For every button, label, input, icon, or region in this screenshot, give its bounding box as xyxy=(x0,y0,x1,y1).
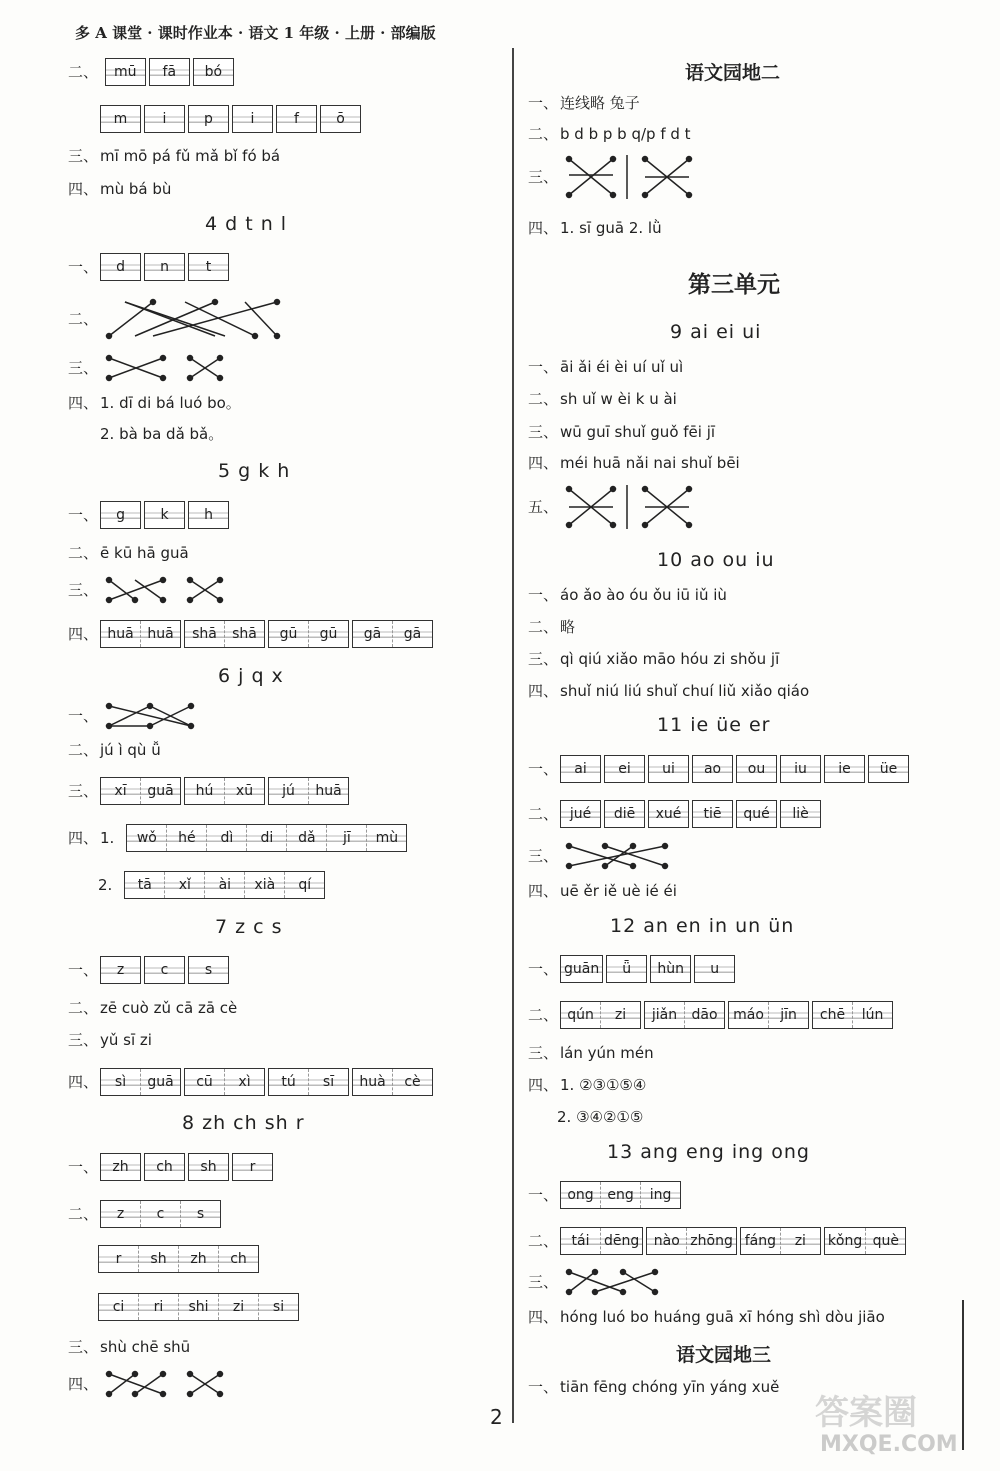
r-s13-q1: 一、 ong eng ing xyxy=(528,1181,684,1209)
pinyin-cell: dì xyxy=(207,825,247,851)
pinyin-cell: i xyxy=(145,106,184,132)
r-s9-q5: 五、 xyxy=(528,485,695,529)
r-yd2-q4: 四、 1. sī guā 2. lǜ xyxy=(528,219,662,237)
pinyin-box xyxy=(736,755,777,783)
pinyin-cell: xué xyxy=(649,801,688,827)
l-s4-q2: 二、 xyxy=(68,298,285,340)
matching-lines xyxy=(565,485,695,529)
pinyin-cell: gā xyxy=(393,621,432,647)
pinyin-box xyxy=(105,58,146,86)
matching-lines xyxy=(565,842,675,870)
pinyin-cell: zi xyxy=(601,1002,640,1028)
pinyin-cell: huā xyxy=(141,621,180,647)
pinyin-cell: ie xyxy=(825,756,864,782)
section-title-9: 9 ai ei ui xyxy=(670,321,762,343)
pinyin-cell: zhōng xyxy=(687,1228,736,1254)
pinyin-cell: gā xyxy=(353,621,393,647)
pinyin-cell: zh xyxy=(179,1246,219,1272)
pinyin-cell: ui xyxy=(649,756,688,782)
pinyin-box xyxy=(144,956,185,984)
pinyin-cell: n xyxy=(145,254,184,280)
pinyin-box xyxy=(100,105,141,133)
pinyin-box xyxy=(868,755,909,783)
section-title-13: 13 ang eng ing ong xyxy=(607,1141,810,1163)
matching-lines xyxy=(565,155,695,199)
pinyin-cell: tái xyxy=(561,1228,601,1254)
pinyin-cell: ci xyxy=(99,1294,139,1320)
l-s5-q4: 四、 huā huā shā shā gū gū gā gā xyxy=(68,620,436,648)
page-number: 2 xyxy=(490,1405,503,1429)
matching-lines xyxy=(105,354,225,382)
pinyin-cell: cè xyxy=(393,1069,432,1095)
pinyin-cell: mù xyxy=(367,825,406,851)
pinyin-cell: lún xyxy=(853,1002,892,1028)
pinyin-cell: dēng xyxy=(601,1228,642,1254)
pinyin-box xyxy=(560,800,601,828)
pinyin-cell: tiē xyxy=(693,801,732,827)
pinyin-cell: nào xyxy=(647,1228,687,1254)
pinyin-box xyxy=(648,755,689,783)
pinyin-box xyxy=(646,1227,737,1255)
pinyin-box xyxy=(560,755,601,783)
pinyin-cell: dǎ xyxy=(287,825,327,851)
r-s11-q4: 四、 uē ěr iě uè ié éi xyxy=(528,882,677,900)
pinyin-box xyxy=(268,1068,349,1096)
pinyin-box xyxy=(100,777,181,805)
answer-text: mù bá bù xyxy=(100,180,172,198)
pinyin-cell: sh xyxy=(189,1154,228,1180)
pinyin-box xyxy=(736,800,777,828)
watermark-url: MXQE.COM xyxy=(820,1432,958,1457)
pinyin-box xyxy=(188,501,229,529)
pinyin-cell: sī xyxy=(309,1069,348,1095)
pinyin-box xyxy=(98,1293,299,1321)
pinyin-box xyxy=(728,1001,809,1029)
pinyin-box xyxy=(604,800,645,828)
pinyin-cell: tú xyxy=(269,1069,309,1095)
pinyin-cell: chē xyxy=(813,1002,853,1028)
r-s9-q1: 一、 āi ǎi éi èi uí uǐ uì xyxy=(528,358,684,376)
pinyin-cell: zh xyxy=(101,1154,140,1180)
pinyin-cell: wǒ xyxy=(127,825,167,851)
pinyin-box xyxy=(644,1001,725,1029)
unit-title: 第三单元 xyxy=(688,271,780,298)
r-s10-q4: 四、 shuǐ niú liú shuǐ chuí liǔ xiǎo qiáo xyxy=(528,682,810,700)
r-s10-q2: 二、 略 xyxy=(528,618,576,636)
pinyin-cell: s xyxy=(181,1201,220,1227)
pinyin-box xyxy=(232,105,273,133)
pinyin-cell: qí xyxy=(285,872,324,898)
pinyin-cell: ei xyxy=(605,756,644,782)
pinyin-cell: cū xyxy=(185,1069,225,1095)
pinyin-box xyxy=(188,956,229,984)
pinyin-box xyxy=(268,777,349,805)
pinyin-box xyxy=(100,1153,141,1181)
pinyin-box xyxy=(100,1200,221,1228)
pinyin-box xyxy=(100,620,181,648)
matching-lines xyxy=(105,1370,225,1398)
section-title-8: 8 zh ch sh r xyxy=(182,1112,305,1134)
r-yd2-q3: 三、 xyxy=(528,155,695,199)
section-title-7: 7 z c s xyxy=(215,916,283,938)
pinyin-cell: k xyxy=(145,502,184,528)
pinyin-cell: huà xyxy=(353,1069,393,1095)
pinyin-cell: huā xyxy=(309,778,348,804)
pinyin-cell: c xyxy=(145,957,184,983)
pinyin-cell: ch xyxy=(219,1246,258,1272)
pinyin-cell: gū xyxy=(309,621,348,647)
pinyin-cell: jīn xyxy=(769,1002,808,1028)
section-title-11: 11 ie üe er xyxy=(657,714,771,736)
pinyin-cell: guā xyxy=(141,778,180,804)
pinyin-cell: g xyxy=(101,502,140,528)
section-title-5: 5 g k h xyxy=(218,460,291,482)
pinyin-box xyxy=(100,956,141,984)
pinyin-box xyxy=(276,105,317,133)
pinyin-box xyxy=(604,755,645,783)
r-s13-q3: 三、 xyxy=(528,1268,660,1296)
l-s3-q2 xyxy=(68,58,237,86)
l-s4-q1: 一、 d n t xyxy=(68,253,232,281)
pinyin-cell: z xyxy=(101,1201,141,1227)
pinyin-cell: tā xyxy=(125,872,165,898)
page-header: 多 A 课堂 · 课时作业本 · 语文 1 年级 · 上册 · 部编版 xyxy=(75,24,436,42)
pinyin-cell: jī xyxy=(327,825,367,851)
pinyin-cell: kǒng xyxy=(825,1228,866,1254)
pinyin-box xyxy=(606,955,647,983)
l-s8-q4: 四、 xyxy=(68,1370,225,1398)
pinyin-cell: jiǎn xyxy=(645,1002,685,1028)
pinyin-cell: c xyxy=(141,1201,181,1227)
pinyin-box xyxy=(144,253,185,281)
pinyin-box xyxy=(184,1068,265,1096)
r-s13-q4: 四、 hóng luó bo huáng guā xī hóng shì dòu jiāo xyxy=(528,1308,885,1326)
pinyin-cell: xià xyxy=(245,872,285,898)
pinyin-cell: hùn xyxy=(651,956,690,982)
r-s9-q4: 四、 méi huā nǎi nai shuǐ bēi xyxy=(528,454,740,472)
r-s10-q3: 三、 qì qiú xiǎo māo hóu zi shǒu jī xyxy=(528,650,780,668)
answer-text: mī mō pá fǔ mǎ bǐ fó bá xyxy=(100,147,281,165)
r-s12-q2: 二、 qún zi jiǎn dāo máo jīn chē lún xyxy=(528,1001,896,1029)
pinyin-box xyxy=(268,620,349,648)
pinyin-cell: ong xyxy=(561,1182,601,1208)
pinyin-box xyxy=(352,620,433,648)
pinyin-box xyxy=(352,1068,433,1096)
pinyin-box xyxy=(692,800,733,828)
pinyin-cell: xī xyxy=(101,778,141,804)
pinyin-box xyxy=(149,58,190,86)
matching-lines xyxy=(105,298,285,340)
pinyin-box xyxy=(780,800,821,828)
l-s8-q2-row3 xyxy=(98,1293,302,1321)
pinyin-box xyxy=(188,253,229,281)
l-s5-q1: 一、 g k h xyxy=(68,501,232,529)
question-label: 二、 xyxy=(68,62,99,81)
section-title-4: 4 d t n l xyxy=(205,213,288,235)
r-s11-q3: 三、 xyxy=(528,842,675,870)
pinyin-cell: qué xyxy=(737,801,776,827)
r-yd3-q1: 一、 tiān fēng chóng yīn yáng xuě xyxy=(528,1378,780,1396)
pinyin-box xyxy=(188,105,229,133)
pinyin-cell: shā xyxy=(225,621,264,647)
pinyin-cell: huā xyxy=(101,621,141,647)
l-s4-q4: 四、 1. dī di bá luó bo。 xyxy=(68,394,241,412)
pinyin-cell: jú xyxy=(269,778,309,804)
pinyin-cell: h xyxy=(189,502,228,528)
l-s6-q2: 二、 jú ì qù ǚ xyxy=(68,741,161,759)
pinyin-boxes xyxy=(105,58,237,86)
pinyin-cell: sh xyxy=(139,1246,179,1272)
l-s6-q4: 四、 1. wǒ hé dì di dǎ jī mù xyxy=(68,824,410,852)
pinyin-cell: hú xyxy=(185,778,225,804)
pinyin-cell: eng xyxy=(601,1182,641,1208)
pinyin-cell: si xyxy=(259,1294,298,1320)
pinyin-cell: mū xyxy=(106,59,145,85)
pinyin-box xyxy=(824,1227,906,1255)
pinyin-cell: xǐ xyxy=(165,872,205,898)
pinyin-cell: hé xyxy=(167,825,207,851)
l-s3-q2-row2 xyxy=(100,105,364,133)
pinyin-box xyxy=(126,824,407,852)
pinyin-cell: u xyxy=(695,956,734,982)
pinyin-cell: xū xyxy=(225,778,264,804)
section-title-yd2: 语文园地二 xyxy=(685,62,781,84)
pinyin-cell: jué xyxy=(561,801,600,827)
pinyin-cell: dāo xyxy=(685,1002,724,1028)
margin-line xyxy=(962,1300,964,1450)
pinyin-cell: z xyxy=(101,957,140,983)
l-s7-q4: 四、 sì guā cū xì tú sī huà cè xyxy=(68,1068,436,1096)
r-s12-q3: 三、 lán yún mén xyxy=(528,1044,654,1062)
pinyin-box xyxy=(560,1181,681,1209)
l-s6-q3: 三、 xī guā hú xū jú huā xyxy=(68,777,352,805)
pinyin-cell: t xyxy=(189,254,228,280)
pinyin-cell: p xyxy=(189,106,228,132)
pinyin-cell: ing xyxy=(641,1182,680,1208)
l-s8-q2: 二、 z c s xyxy=(68,1200,224,1228)
pinyin-cell: qún xyxy=(561,1002,601,1028)
l-s5-q3: 三、 xyxy=(68,576,225,604)
pinyin-cell: r xyxy=(99,1246,139,1272)
l-s6-q1: 一、 xyxy=(68,702,195,730)
l-s8-q3: 三、 shù chē shū xyxy=(68,1338,191,1356)
pinyin-cell: bó xyxy=(194,59,233,85)
pinyin-box xyxy=(560,1227,643,1255)
pinyin-cell: ou xyxy=(737,756,776,782)
pinyin-box xyxy=(320,105,361,133)
pinyin-cell: zi xyxy=(219,1294,259,1320)
pinyin-box xyxy=(694,955,735,983)
pinyin-box xyxy=(648,800,689,828)
matching-lines xyxy=(105,576,225,604)
pinyin-cell: ri xyxy=(139,1294,179,1320)
r-s12-q4-2: 2. ③④②①⑤ xyxy=(557,1108,644,1126)
pinyin-box xyxy=(188,1153,229,1181)
pinyin-cell: guā xyxy=(141,1069,180,1095)
pinyin-cell: gū xyxy=(269,621,309,647)
r-s9-q3: 三、 wū guī shuǐ guǒ fēi jī xyxy=(528,423,716,441)
pinyin-box xyxy=(100,253,141,281)
pinyin-box xyxy=(780,755,821,783)
pinyin-cell: guān xyxy=(561,956,602,982)
pinyin-cell: d xyxy=(101,254,140,280)
pinyin-box xyxy=(824,755,865,783)
pinyin-cell: shi xyxy=(179,1294,219,1320)
pinyin-cell: r xyxy=(233,1154,272,1180)
pinyin-cell: fáng xyxy=(741,1228,781,1254)
pinyin-box xyxy=(692,755,733,783)
pinyin-cell: iu xyxy=(781,756,820,782)
pinyin-cell: zi xyxy=(781,1228,820,1254)
pinyin-cell: ai xyxy=(561,756,600,782)
pinyin-cell: üe xyxy=(869,756,908,782)
pinyin-cell: ài xyxy=(205,872,245,898)
pinyin-boxes xyxy=(100,105,364,133)
l-s8-q1: 一、 zh ch sh r xyxy=(68,1153,276,1181)
pinyin-box xyxy=(740,1227,821,1255)
pinyin-cell: ch xyxy=(145,1154,184,1180)
pinyin-cell: què xyxy=(866,1228,905,1254)
l-s4-q4-2: 2. bà ba dǎ bǎ。 xyxy=(100,425,224,443)
matching-lines xyxy=(565,1268,660,1296)
r-s12-q1: 一、 guān ǖ hùn u xyxy=(528,955,738,983)
pinyin-box xyxy=(100,1068,181,1096)
pinyin-box xyxy=(560,1001,641,1029)
pinyin-box xyxy=(100,501,141,529)
r-s12-q4: 四、 1. ②③①⑤④ xyxy=(528,1076,647,1094)
watermark-logo: 答案圈 xyxy=(815,1393,917,1433)
pinyin-cell: xì xyxy=(225,1069,264,1095)
pinyin-cell: ǖ xyxy=(607,956,646,982)
section-title-yd3: 语文园地三 xyxy=(676,1344,772,1366)
pinyin-box xyxy=(98,1245,259,1273)
pinyin-cell: ao xyxy=(693,756,732,782)
pinyin-cell: fā xyxy=(150,59,189,85)
r-s13-q2: 二、 tái dēng nào zhōng fáng zi kǒng què xyxy=(528,1227,909,1255)
section-title-10: 10 ao ou iu xyxy=(657,549,775,571)
pinyin-cell: f xyxy=(277,106,316,132)
pinyin-cell: shā xyxy=(185,621,225,647)
pinyin-box xyxy=(812,1001,893,1029)
r-yd2-q2: 二、 b d b p b q/p f d t xyxy=(528,125,691,143)
pinyin-cell: liè xyxy=(781,801,820,827)
pinyin-cell: ō xyxy=(321,106,360,132)
matching-lines xyxy=(105,702,195,730)
section-title-12: 12 an en in un ün xyxy=(610,915,795,937)
l-s3-q4: 四、 mù bá bù xyxy=(68,180,172,198)
l-s7-q1: 一、 z c s xyxy=(68,956,232,984)
l-s7-q2: 二、 zē cuò zǔ cā zā cè xyxy=(68,999,238,1017)
pinyin-box xyxy=(184,620,265,648)
pinyin-box xyxy=(144,501,185,529)
pinyin-cell: i xyxy=(233,106,272,132)
pinyin-box xyxy=(650,955,691,983)
pinyin-box xyxy=(232,1153,273,1181)
pinyin-cell: m xyxy=(101,106,140,132)
pinyin-cell: diē xyxy=(605,801,644,827)
column-divider xyxy=(512,48,514,1423)
pinyin-box xyxy=(124,871,325,899)
pinyin-cell: di xyxy=(247,825,287,851)
r-yd2-q1: 一、 连线略 兔子 xyxy=(528,94,640,112)
pinyin-cell: s xyxy=(189,957,228,983)
r-s11-q2: 二、 jué diē xué tiē qué liè xyxy=(528,800,824,828)
pinyin-box xyxy=(144,105,185,133)
l-s5-q2: 二、 ē kū hā guā xyxy=(68,544,189,562)
l-s4-q3: 三、 xyxy=(68,354,225,382)
r-s11-q1: 一、 ai ei ui ao ou iu ie üe xyxy=(528,755,912,783)
pinyin-box xyxy=(184,777,265,805)
l-s7-q3: 三、 yǔ sī zi xyxy=(68,1031,152,1049)
pinyin-cell: máo xyxy=(729,1002,769,1028)
l-s3-q3: 三、 mī mō pá fǔ mǎ bǐ fó bá xyxy=(68,147,281,165)
pinyin-box xyxy=(193,58,234,86)
pinyin-cell: sì xyxy=(101,1069,141,1095)
r-s10-q1: 一、 áo ǎo ào óu ǒu iū iǔ iù xyxy=(528,586,727,604)
l-s8-q2-row2 xyxy=(98,1245,262,1273)
section-title-6: 6 j q x xyxy=(218,665,284,687)
r-s9-q2: 二、 sh uǐ w èi k u ài xyxy=(528,390,677,408)
l-s6-q4-2: 2. tā xǐ ài xià qí xyxy=(98,871,328,899)
pinyin-box xyxy=(560,955,603,983)
pinyin-box xyxy=(144,1153,185,1181)
